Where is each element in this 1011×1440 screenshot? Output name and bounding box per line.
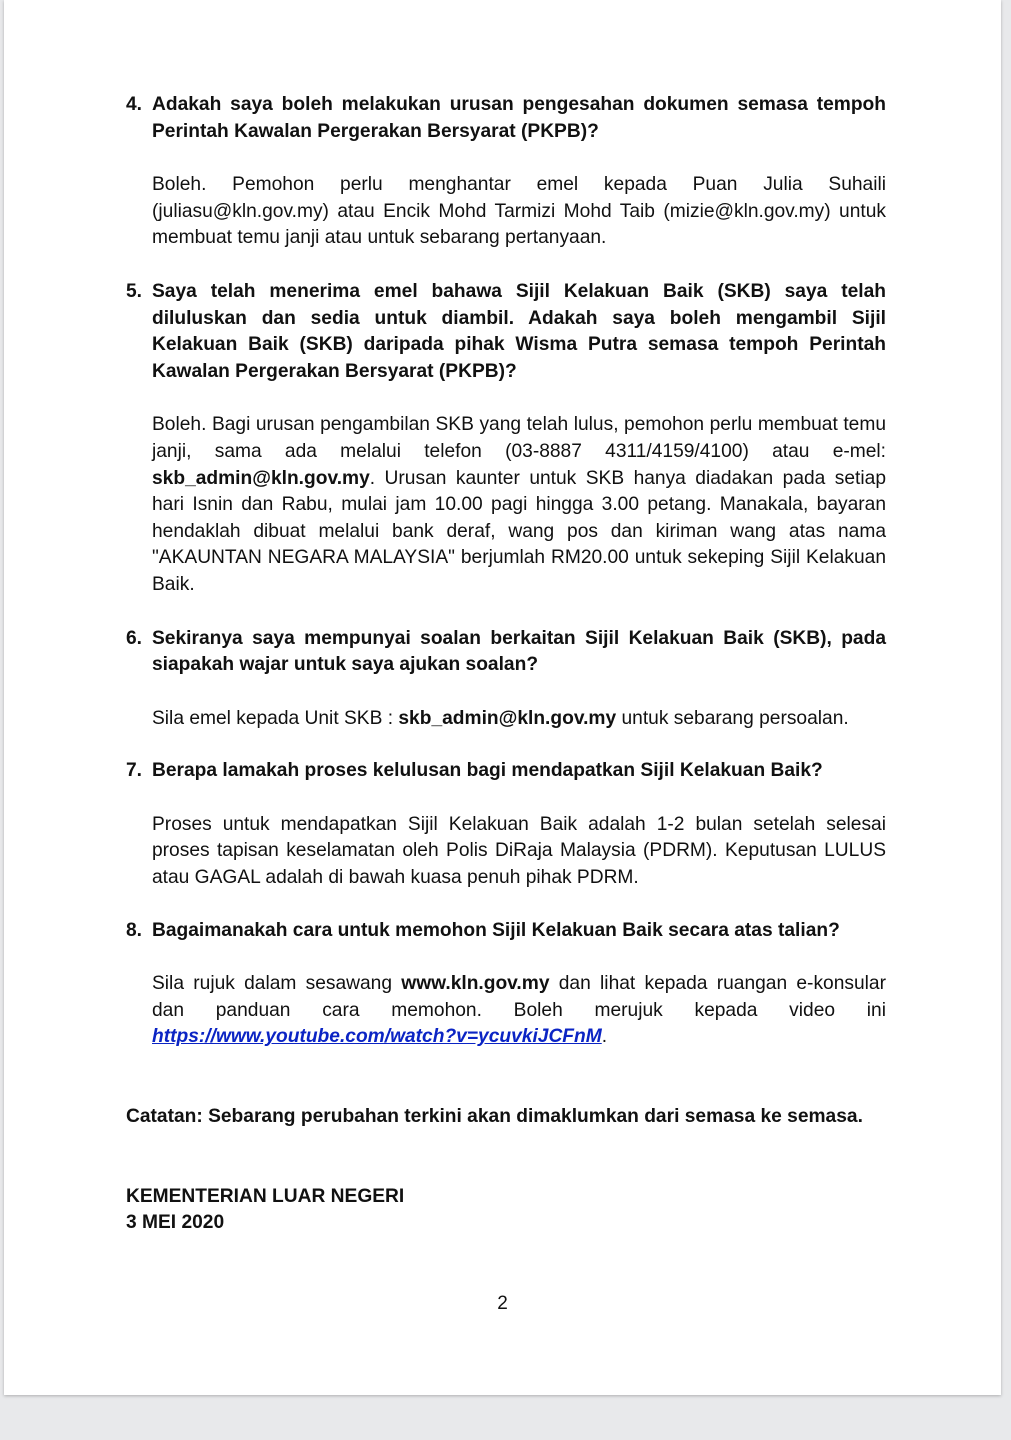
youtube-video-link[interactable]: https://www.youtube.com/watch?v=ycuvkiJCFnM (152, 1026, 602, 1048)
answer-text: Boleh. Bagi urusan pengambilan SKB yang telah lulus, pemohon perlu membuat temu janji, sama ada melalui telefon (03-8887 4311/4159/4100) atau e-mel: (152, 414, 886, 462)
answer-text: untuk sebarang persoalan. (621, 707, 849, 729)
question-number: 6. (126, 627, 143, 649)
answer-7: Proses untuk mendapatkan Sijil Kelakuan Baik adalah 1-2 bulan setelah selesai proses tapisan keselamatan oleh Polis DiRaja Malaysia (PDRM). Keputusan LULUS atau GAGAL adalah di bawah kuasa penuh pihak PDRM. (152, 813, 886, 889)
signature-date: 3 MEI 2020 (126, 1212, 225, 1234)
answer-6 (152, 706, 886, 733)
question-5 (126, 279, 886, 385)
website-address: www.kln.gov.my (401, 973, 550, 995)
question-text: Saya telah menerima emel bahawa Sijil Kelakuan Baik (SKB) saya telah diluluskan dan sedia untuk diambil. Adakah saya boleh mengambil Sijil Kelakuan Baik (SKB) daripada pihak Wisma Putra semasa tempoh Perintah Kawalan Pergerakan Bersyarat (PKPB)? (152, 280, 886, 382)
answer-4: Boleh. Pemohon perlu menghantar emel kepada Puan Julia Suhaili (juliasu@kln.gov.my) atau Encik Mohd Tarmizi Mohd Taib (mizie@kln.gov.my) untuk membuat temu janji atau untuk sebarang pertanyaan. (152, 174, 886, 249)
question-6 (126, 626, 886, 679)
answer-8 (152, 971, 886, 1051)
signature-org: KEMENTERIAN LUAR NEGERI (126, 1185, 405, 1207)
document-page (4, 0, 1001, 1395)
question-text: Berapa lamakah proses kelulusan bagi mendapatkan Sijil Kelakuan Baik? (152, 760, 823, 782)
question-text: Bagaimanakah cara untuk memohon Sijil Kelakuan Baik secara atas talian? (152, 919, 840, 941)
answer-5 (152, 412, 886, 598)
question-text: Sekiranya saya mempunyai soalan berkaitan Sijil Kelakuan Baik (SKB), pada siapakah wajar untuk saya ajukan soalan? (152, 627, 886, 676)
answer-text: Sila rujuk dalam sesawang (152, 973, 393, 995)
answer-text: . (601, 1026, 608, 1048)
answer-text: . Urusan kaunter untuk SKB hanya diadakan pada setiap hari Isnin dan Rabu, mulai jam 10.00 pagi hingga 3.00 petang. Manakala, bayaran hendaklah dibuat melalui bank deraf, wang pos dan kiriman wang atas nama "AKAUNTAN NEGARA MALAYSIA" berjumlah RM20.00 untuk sekeping Sijil Kelakuan Baik. (152, 467, 886, 595)
question-7 (126, 758, 886, 785)
question-text: Adakah saya boleh melakukan urusan pengesahan dokumen semasa tempoh Perintah Kawalan Pergerakan Bersyarat (PKPB)? (152, 94, 886, 142)
question-8 (126, 918, 886, 945)
answer-text: dan lihat kepada ruangan e-konsular dan panduan cara memohon. Boleh merujuk kepada video ini (152, 973, 886, 1021)
question-number: 4. (126, 94, 143, 115)
question-number: 7. (126, 760, 143, 782)
email-address: skb_admin@kln.gov.my (152, 467, 370, 489)
email-address: skb_admin@kln.gov.my (398, 707, 617, 729)
answer-text: Sila emel kepada Unit SKB : (152, 707, 394, 729)
faq-content (126, 92, 886, 1237)
question-number: 8. (126, 919, 143, 941)
question-number: 5. (126, 280, 143, 302)
note: Catatan: Sebarang perubahan terkini akan dimaklumkan dari semasa ke semasa. (126, 1106, 863, 1128)
page-number: 2 (497, 1293, 508, 1314)
question-4 (126, 92, 886, 145)
